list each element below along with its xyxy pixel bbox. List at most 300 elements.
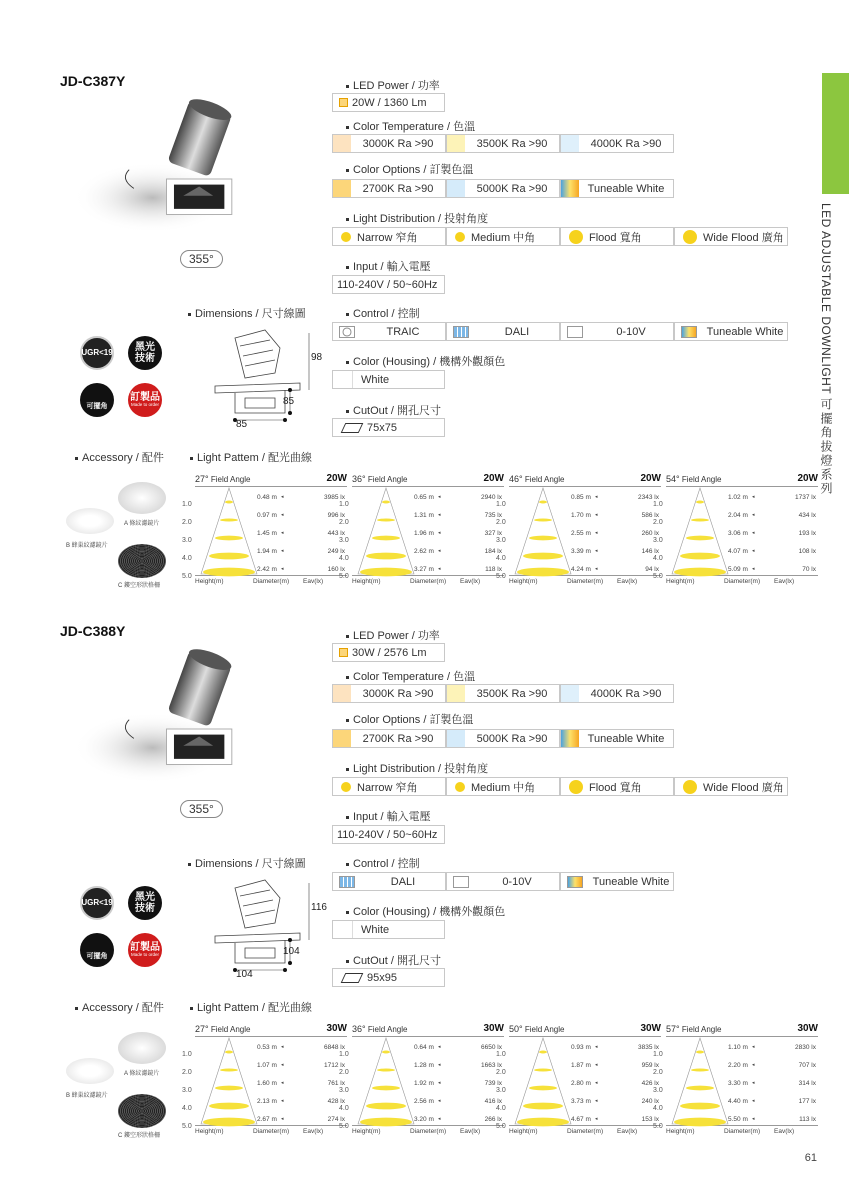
beam-ellipse bbox=[529, 536, 557, 541]
distribution-header-en: Light Distribution bbox=[353, 213, 435, 225]
diameter-value: 4.40 m bbox=[728, 1098, 748, 1105]
housing-swatch bbox=[333, 921, 353, 938]
beam-ellipse bbox=[220, 1069, 238, 1072]
diameter-value: 0.85 m bbox=[571, 494, 591, 501]
housing-value: White bbox=[361, 923, 390, 936]
height-tick: 4.0 bbox=[653, 1105, 663, 1112]
diameter-value: 1.96 m bbox=[414, 530, 434, 537]
cutout-header bbox=[346, 402, 441, 418]
height-tick: 2.0 bbox=[653, 1069, 663, 1076]
beam-ellipse bbox=[225, 1051, 233, 1054]
height-tick: 2.0 bbox=[182, 1069, 192, 1076]
housing-header-en: Color (Housing) bbox=[353, 356, 431, 368]
foot-diameter: Diameter(m) bbox=[253, 1128, 290, 1135]
arrow: ◂ bbox=[595, 530, 598, 536]
power-header-cn: 功率 bbox=[417, 80, 440, 92]
housing-header-en: Color (Housing) bbox=[353, 906, 431, 918]
diameter-value: 3.30 m bbox=[728, 1080, 748, 1087]
control-label: 0-10V bbox=[616, 325, 646, 338]
cct-option bbox=[560, 134, 674, 153]
beam-angle-value: 54° bbox=[666, 474, 680, 484]
cct-swatch bbox=[561, 135, 579, 152]
accessory-header bbox=[75, 449, 164, 465]
distribution-option bbox=[446, 777, 560, 796]
cutout-header-sep: / bbox=[387, 405, 398, 417]
cutout-icon bbox=[341, 423, 364, 433]
arrow: ◂ bbox=[281, 1098, 284, 1104]
dim-depth: 104 bbox=[283, 946, 300, 957]
illuminance-value: 153 lx bbox=[641, 1116, 659, 1123]
foot-eav: Eav(lx) bbox=[774, 578, 795, 585]
beam-ellipse bbox=[691, 1069, 709, 1072]
cct-label: 3000K Ra >90 bbox=[362, 137, 434, 150]
cct-swatch bbox=[333, 135, 351, 152]
color-options-header bbox=[346, 161, 473, 177]
distribution-dot bbox=[569, 780, 583, 794]
beam-wrap bbox=[511, 1036, 575, 1133]
arrow: ◂ bbox=[281, 530, 284, 536]
arrow: ◂ bbox=[752, 1116, 755, 1122]
dimension-wrap bbox=[205, 878, 315, 978]
diameter-value: 2.80 m bbox=[571, 1080, 591, 1087]
diameter-value: 1.02 m bbox=[728, 494, 748, 501]
foot-diameter: Diameter(m) bbox=[253, 578, 290, 585]
color-option-label: 5000K Ra >90 bbox=[476, 732, 548, 745]
cct-header-en: Color Temperature bbox=[353, 121, 444, 133]
arrow: ◂ bbox=[438, 530, 441, 536]
input-header bbox=[346, 258, 431, 274]
adjustable-text: 可擺角 bbox=[86, 403, 108, 411]
color-option-label: 2700K Ra >90 bbox=[362, 732, 434, 745]
diameter-value: 1.87 m bbox=[571, 1062, 591, 1069]
foot-height: Height(m) bbox=[352, 578, 381, 585]
illuminance-value: 3985 lx bbox=[324, 494, 345, 501]
illuminance-value: 327 lx bbox=[484, 530, 502, 537]
height-tick: 3.0 bbox=[339, 537, 349, 544]
beam-ellipse bbox=[674, 568, 726, 577]
dimension-wrap bbox=[205, 328, 315, 428]
illuminance-value: 160 lx bbox=[327, 566, 345, 573]
side-title bbox=[817, 203, 835, 496]
power-value: 30W / 2576 Lm bbox=[352, 646, 427, 659]
accessory-a-image bbox=[118, 482, 166, 514]
arrow: ◂ bbox=[595, 494, 598, 500]
height-tick: 5.0 bbox=[496, 1123, 506, 1130]
foot-diameter: Diameter(m) bbox=[724, 578, 761, 585]
input-header bbox=[346, 808, 431, 824]
foot-height: Height(m) bbox=[352, 1128, 381, 1135]
beam-ellipse bbox=[215, 1086, 243, 1091]
beam-angle bbox=[352, 474, 407, 484]
section-tab bbox=[822, 73, 849, 194]
dims-header bbox=[188, 305, 306, 321]
illuminance-value: 6848 lx bbox=[324, 1044, 345, 1051]
control-icon bbox=[567, 326, 583, 338]
distribution-header-sep: / bbox=[434, 213, 445, 225]
arrow: ◂ bbox=[438, 1098, 441, 1104]
distribution-dot bbox=[683, 230, 697, 244]
distribution-header-sep: / bbox=[434, 763, 445, 775]
illuminance-value: 177 lx bbox=[798, 1098, 816, 1105]
adjustable-badge bbox=[80, 933, 114, 967]
distribution-dot bbox=[455, 782, 465, 792]
illuminance-value: 146 lx bbox=[641, 548, 659, 555]
power-icon bbox=[339, 98, 348, 107]
control-icon bbox=[339, 876, 355, 888]
beam-ellipse bbox=[360, 1118, 412, 1127]
illuminance-value: 761 lx bbox=[327, 1080, 345, 1087]
beam-ellipse bbox=[372, 1086, 400, 1091]
chart-power: 20W bbox=[326, 473, 347, 484]
diameter-value: 2.13 m bbox=[257, 1098, 277, 1105]
cct-label: 4000K Ra >90 bbox=[590, 137, 662, 150]
cct-header-sep: / bbox=[443, 121, 454, 133]
beam-angle bbox=[195, 474, 250, 484]
beam-ellipse bbox=[529, 1086, 557, 1091]
cct-label: 4000K Ra >90 bbox=[590, 687, 662, 700]
diameter-value: 4.07 m bbox=[728, 548, 748, 555]
illuminance-value: 2940 lx bbox=[481, 494, 502, 501]
control-label: Tuneable White bbox=[706, 325, 784, 338]
height-tick: 1.0 bbox=[182, 501, 192, 508]
color-options-header-cn: 訂製色溫 bbox=[429, 714, 474, 726]
diameter-value: 3.20 m bbox=[414, 1116, 434, 1123]
cutout-header-en: CutOut bbox=[353, 405, 388, 417]
dim-depth: 85 bbox=[283, 396, 295, 407]
made-to-order-badge bbox=[128, 933, 162, 967]
beam-angle bbox=[666, 474, 721, 484]
cct-swatch bbox=[333, 685, 351, 702]
beam-ellipse bbox=[680, 1103, 720, 1110]
cutout-box bbox=[332, 968, 445, 987]
height-tick: 1.0 bbox=[339, 1051, 349, 1058]
light-pattern-header-cn: 配光曲線 bbox=[267, 452, 312, 464]
ugr-badge: UGR<19 bbox=[80, 886, 114, 920]
illuminance-value: 260 lx bbox=[641, 530, 659, 537]
cct-header-cn: 色溫 bbox=[453, 671, 476, 683]
beam-angle-value: 27° bbox=[195, 474, 209, 484]
accessory-b-image bbox=[66, 1058, 114, 1084]
distribution-option bbox=[674, 227, 788, 246]
arrow: ◂ bbox=[752, 1062, 755, 1068]
arrow: ◂ bbox=[438, 1116, 441, 1122]
illuminance-value: 184 lx bbox=[484, 548, 502, 555]
beam-angle-value: 27° bbox=[195, 1024, 209, 1034]
beam-angle-value: 46° bbox=[509, 474, 523, 484]
distribution-dot bbox=[341, 782, 351, 792]
distribution-option bbox=[446, 227, 560, 246]
distribution-header bbox=[346, 760, 488, 776]
cutout-value: 95x95 bbox=[367, 971, 397, 984]
arrow: ◂ bbox=[281, 1062, 284, 1068]
control-icon bbox=[453, 876, 469, 888]
arrow: ◂ bbox=[438, 1044, 441, 1050]
arrow: ◂ bbox=[438, 1080, 441, 1086]
field-angle-label: Field Angle bbox=[681, 475, 722, 484]
made-to-order-badge bbox=[128, 383, 162, 417]
cct-header-en: Color Temperature bbox=[353, 671, 444, 683]
foot-eav: Eav(lx) bbox=[460, 578, 481, 585]
control-option bbox=[674, 322, 788, 341]
beam-angle-value: 50° bbox=[509, 1024, 523, 1034]
distribution-label: Wide Flood 廣角 bbox=[703, 231, 784, 244]
color-option bbox=[560, 729, 674, 748]
illuminance-value: 707 lx bbox=[798, 1062, 816, 1069]
arrow: ◂ bbox=[438, 548, 441, 554]
control-header-sep: / bbox=[388, 308, 398, 320]
beam-ellipse bbox=[220, 519, 238, 522]
arrow: ◂ bbox=[595, 566, 598, 572]
accessory-b-label: B 蜂巢紋濾鏡片 bbox=[66, 1093, 108, 1099]
chart-power: 30W bbox=[326, 1023, 347, 1034]
accessory-header-en: Accessory bbox=[82, 1002, 133, 1014]
beam-ellipse bbox=[696, 501, 704, 504]
rotation-label: 355° bbox=[180, 250, 223, 268]
diameter-value: 2.56 m bbox=[414, 1098, 434, 1105]
arrow: ◂ bbox=[281, 1116, 284, 1122]
color-swatch bbox=[333, 730, 351, 747]
illuminance-value: 118 lx bbox=[485, 566, 502, 573]
order-text: 訂製品 bbox=[130, 392, 160, 404]
control-option bbox=[332, 322, 446, 341]
color-option bbox=[560, 179, 674, 198]
adjustable-badge bbox=[80, 383, 114, 417]
distribution-option bbox=[674, 777, 788, 796]
control-label: DALI bbox=[504, 325, 530, 338]
color-option-label: 2700K Ra >90 bbox=[362, 182, 434, 195]
control-label: TRAIC bbox=[386, 325, 420, 338]
cutout-icon bbox=[341, 973, 364, 983]
dims-header-en: Dimensions bbox=[195, 858, 253, 870]
control-icon bbox=[453, 326, 469, 338]
illuminance-value: 1663 lx bbox=[481, 1062, 502, 1069]
color-options-header-sep: / bbox=[420, 164, 430, 176]
dims-header bbox=[188, 855, 306, 871]
cct-swatch bbox=[561, 685, 579, 702]
arrow: ◂ bbox=[438, 566, 441, 572]
diameter-value: 1.92 m bbox=[414, 1080, 434, 1087]
cutout-header-sep: / bbox=[387, 955, 398, 967]
diameter-value: 1.94 m bbox=[257, 548, 277, 555]
accessory-header-sep: / bbox=[132, 452, 142, 464]
cutout-box bbox=[332, 418, 445, 437]
accessory-a-label: A 條紋濾鏡片 bbox=[124, 521, 160, 527]
beam-wrap bbox=[511, 486, 575, 583]
housing-swatch bbox=[333, 371, 353, 388]
foot-diameter: Diameter(m) bbox=[567, 578, 604, 585]
cct-header bbox=[346, 668, 475, 684]
light-pattern-header bbox=[190, 999, 312, 1015]
height-tick: 4.0 bbox=[182, 555, 192, 562]
color-swatch bbox=[333, 180, 351, 197]
arrow: ◂ bbox=[281, 512, 284, 518]
arrow: ◂ bbox=[752, 530, 755, 536]
illuminance-value: 735 lx bbox=[484, 512, 502, 519]
distribution-option bbox=[560, 227, 674, 246]
illuminance-value: 1737 lx bbox=[795, 494, 816, 501]
beam-cone bbox=[511, 1036, 575, 1128]
distribution-header-cn: 投射角度 bbox=[444, 763, 489, 775]
illuminance-value: 108 lx bbox=[798, 548, 816, 555]
control-option bbox=[332, 872, 446, 891]
height-tick: 2.0 bbox=[339, 519, 349, 526]
dims-header-sep: / bbox=[252, 858, 262, 870]
housing-header-cn: 機構外觀顏色 bbox=[439, 906, 506, 918]
beam-chart bbox=[496, 473, 661, 589]
arrow: ◂ bbox=[752, 566, 755, 572]
distribution-option bbox=[332, 777, 446, 796]
control-option bbox=[446, 322, 560, 341]
dims-header-cn: 尺寸線圖 bbox=[261, 308, 306, 320]
illuminance-value: 249 lx bbox=[327, 548, 345, 555]
beam-wrap bbox=[354, 486, 418, 583]
height-tick: 4.0 bbox=[496, 1105, 506, 1112]
distribution-option bbox=[332, 227, 446, 246]
height-tick: 4.0 bbox=[496, 555, 506, 562]
beam-ellipse bbox=[696, 1051, 704, 1054]
beam-ellipse bbox=[539, 1051, 547, 1054]
beam-wrap bbox=[354, 1036, 418, 1133]
foot-height: Height(m) bbox=[195, 1128, 224, 1135]
arrow: ◂ bbox=[752, 494, 755, 500]
beam-cone bbox=[511, 486, 575, 578]
distribution-label: Medium 中角 bbox=[471, 781, 536, 794]
order-en: Made to order bbox=[130, 952, 159, 958]
arrow: ◂ bbox=[595, 512, 598, 518]
beam-cone bbox=[668, 486, 732, 578]
foot-height: Height(m) bbox=[666, 578, 695, 585]
cct-option bbox=[446, 134, 560, 153]
diameter-value: 1.10 m bbox=[728, 1044, 748, 1051]
color-option bbox=[446, 729, 560, 748]
page-number: 61 bbox=[804, 1152, 817, 1164]
color-option-label: Tuneable White bbox=[587, 732, 665, 745]
height-tick: 3.0 bbox=[182, 537, 192, 544]
beam-ellipse bbox=[360, 568, 412, 577]
height-tick: 5.0 bbox=[496, 573, 506, 580]
height-tick: 2.0 bbox=[653, 519, 663, 526]
arrow: ◂ bbox=[281, 566, 284, 572]
black-line2: 技術 bbox=[135, 353, 155, 364]
arrow: ◂ bbox=[595, 1116, 598, 1122]
foot-eav: Eav(lx) bbox=[460, 1128, 481, 1135]
input-header-en: Input bbox=[353, 261, 378, 273]
control-label: 0-10V bbox=[502, 875, 532, 888]
foot-diameter: Diameter(m) bbox=[410, 1128, 447, 1135]
beam-ellipse bbox=[203, 1118, 255, 1127]
adjustable-text: 可擺角 bbox=[86, 953, 108, 961]
color-options-header-en: Color Options bbox=[353, 714, 421, 726]
dimension-drawing bbox=[205, 878, 315, 973]
order-en: Made to order bbox=[130, 402, 159, 408]
illuminance-value: 434 lx bbox=[798, 512, 816, 519]
height-tick: 5.0 bbox=[653, 1123, 663, 1130]
beam-ellipse bbox=[377, 519, 395, 522]
height-tick: 4.0 bbox=[339, 555, 349, 562]
height-tick: 2.0 bbox=[496, 1069, 506, 1076]
height-tick: 5.0 bbox=[653, 573, 663, 580]
illuminance-value: 266 lx bbox=[484, 1116, 502, 1123]
beam-cone bbox=[668, 1036, 732, 1128]
beam-angle bbox=[509, 474, 564, 484]
diameter-value: 2.67 m bbox=[257, 1116, 277, 1123]
control-header-cn: 控制 bbox=[397, 308, 420, 320]
distribution-label: Medium 中角 bbox=[471, 231, 536, 244]
order-text: 訂製品 bbox=[130, 942, 160, 954]
input-header-sep: / bbox=[377, 261, 387, 273]
black-line2: 技術 bbox=[135, 903, 155, 914]
beam-ellipse bbox=[372, 536, 400, 541]
arrow: ◂ bbox=[752, 1044, 755, 1050]
height-tick: 3.0 bbox=[653, 537, 663, 544]
field-angle-label: Field Angle bbox=[524, 1025, 565, 1034]
arrow: ◂ bbox=[281, 494, 284, 500]
black-line1: 黑光 bbox=[135, 342, 155, 353]
height-tick: 1.0 bbox=[653, 1051, 663, 1058]
foot-diameter: Diameter(m) bbox=[724, 1128, 761, 1135]
diameter-value: 0.48 m bbox=[257, 494, 277, 501]
arrow: ◂ bbox=[438, 494, 441, 500]
beam-ellipse bbox=[539, 501, 547, 504]
beam-wrap bbox=[668, 486, 732, 583]
model-name: JD-C388Y bbox=[60, 623, 126, 639]
housing-value: White bbox=[361, 373, 390, 386]
power-header-en: LED Power bbox=[353, 630, 409, 642]
cutout-value: 75x75 bbox=[367, 421, 397, 434]
cutout-header-cn: 開孔尺寸 bbox=[397, 955, 442, 967]
color-swatch bbox=[447, 180, 465, 197]
color-option bbox=[446, 179, 560, 198]
light-pattern-header-cn: 配光曲線 bbox=[267, 1002, 312, 1014]
color-options-header-cn: 訂製色溫 bbox=[429, 164, 474, 176]
height-tick: 5.0 bbox=[339, 573, 349, 580]
control-header-en: Control bbox=[353, 308, 389, 320]
foot-diameter: Diameter(m) bbox=[567, 1128, 604, 1135]
black-tech-badge bbox=[128, 886, 162, 920]
beam-chart bbox=[653, 1023, 818, 1139]
height-tick: 3.0 bbox=[653, 1087, 663, 1094]
accessory-c-label: C 鏤空形狀格柵 bbox=[118, 583, 161, 589]
beam-ellipse bbox=[382, 1051, 390, 1054]
distribution-header-cn: 投射角度 bbox=[444, 213, 489, 225]
diameter-value: 3.39 m bbox=[571, 548, 591, 555]
height-tick: 1.0 bbox=[339, 501, 349, 508]
diameter-value: 2.55 m bbox=[571, 530, 591, 537]
beam-ellipse bbox=[680, 553, 720, 560]
power-box bbox=[332, 93, 445, 112]
cct-header bbox=[346, 118, 475, 134]
field-angle-label: Field Angle bbox=[367, 1025, 408, 1034]
illuminance-value: 274 lx bbox=[327, 1116, 345, 1123]
model-name: JD-C387Y bbox=[60, 73, 126, 89]
housing-box bbox=[332, 920, 445, 939]
foot-height: Height(m) bbox=[195, 578, 224, 585]
beam-ellipse bbox=[366, 553, 406, 560]
beam-angle bbox=[509, 1024, 564, 1034]
beam-ellipse bbox=[382, 501, 390, 504]
arrow: ◂ bbox=[438, 512, 441, 518]
product-photo bbox=[65, 645, 240, 785]
power-header-sep: / bbox=[408, 80, 418, 92]
height-tick: 2.0 bbox=[182, 519, 192, 526]
power-header-sep: / bbox=[408, 630, 418, 642]
control-header bbox=[346, 305, 420, 321]
arrow: ◂ bbox=[281, 1044, 284, 1050]
ugr-badge: UGR<19 bbox=[80, 336, 114, 370]
height-tick: 3.0 bbox=[182, 1087, 192, 1094]
light-pattern-header-en: Light Pattem bbox=[197, 452, 259, 464]
diameter-value: 0.97 m bbox=[257, 512, 277, 519]
